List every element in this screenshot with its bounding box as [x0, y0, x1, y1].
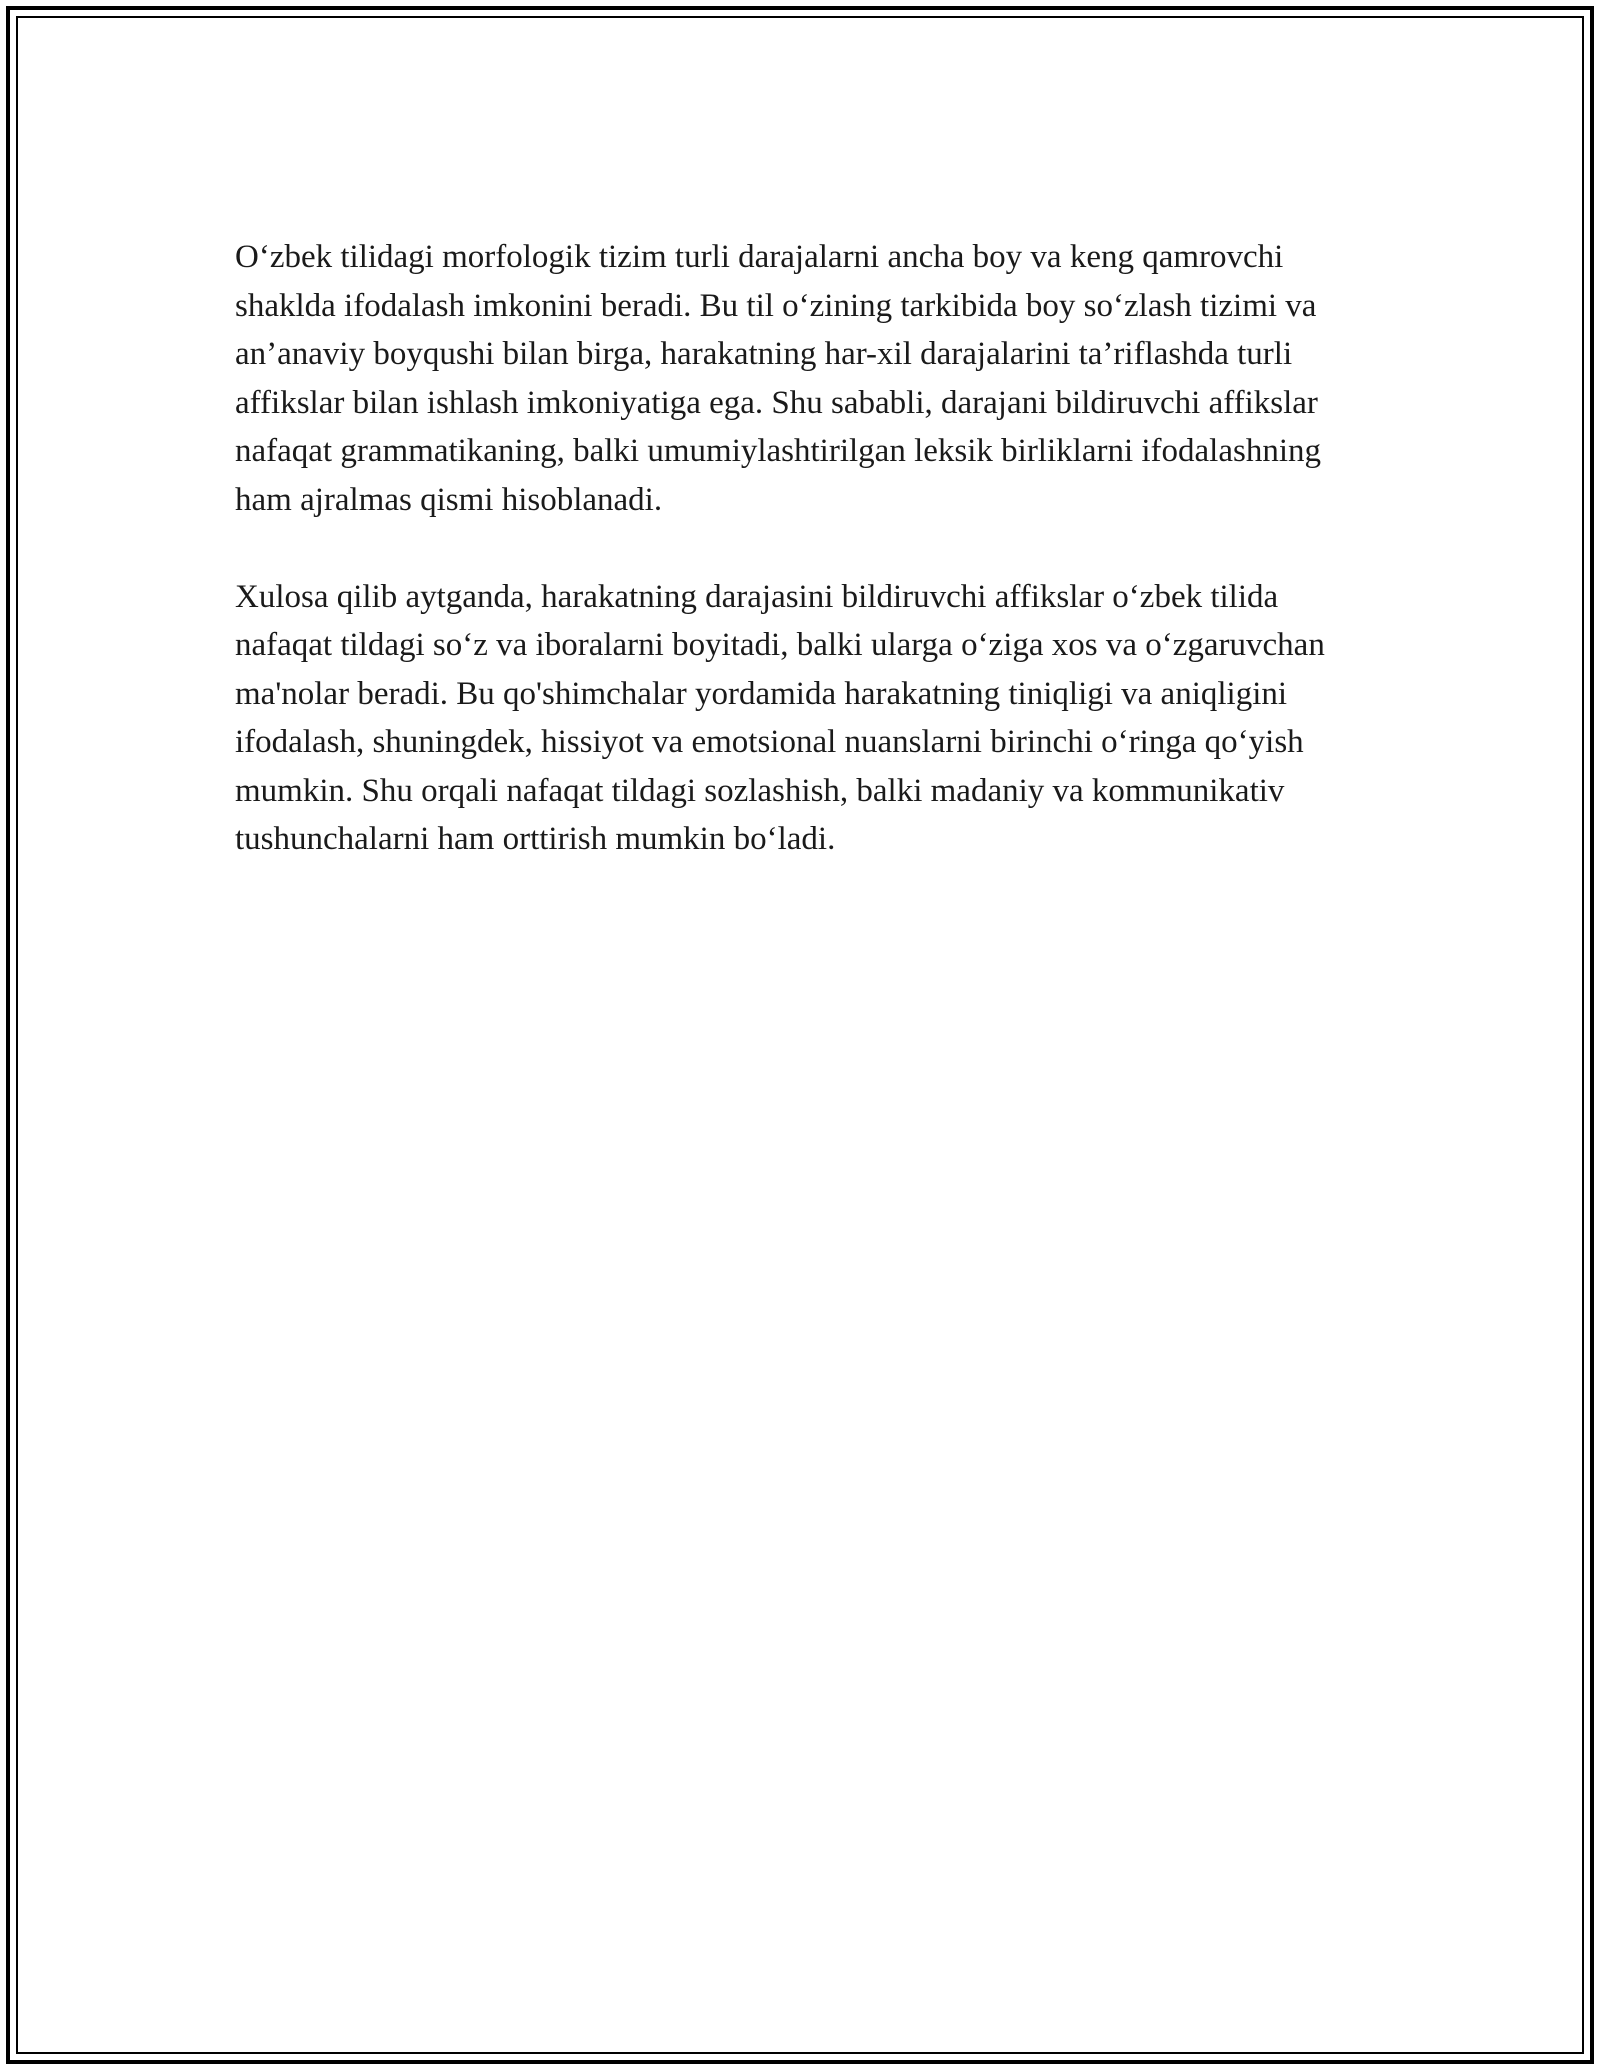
paragraph-1: O‘zbek tilidagi morfologik tizim turli darajalarni ancha boy va keng qamrovchi shaklda ifodalash imkonini beradi. Bu til o‘zining tarkibida boy so‘zlash tizimi va an’anaviy boyqushi bilan birga, harakatning har-xil darajalarini ta’riflashda turli affikslar bilan ishlash imkoniyatiga ega. Shu sababli, darajani bildiruvchi affikslar nafaqat grammatikaning, balki umumiylashtirilgan leksik birliklarni ifodalashning ham ajralmas qismi hisoblanadi.: [235, 239, 1322, 518]
document-body: [235, 233, 1365, 864]
paragraph-2: Xulosa qilib aytganda, harakatning darajasini bildiruvchi affikslar o‘zbek tilida nafaqat tildagi so‘z va iboralarni boyitadi, balki ularga o‘ziga xos va o‘zgaruvchan ma'nolar beradi. Bu qo'shimchalar yordamida harakatning tiniqligi va aniqligini ifodalash, shuningdek, hissiyot va emotsional nuanslarni birinchi o‘ringa qo‘yish mumkin. Shu orqali nafaqat tildagi sozlashish, balki madaniy va kommunikativ tushunchalarni ham orttirish mumkin bo‘ladi.: [235, 578, 1325, 857]
